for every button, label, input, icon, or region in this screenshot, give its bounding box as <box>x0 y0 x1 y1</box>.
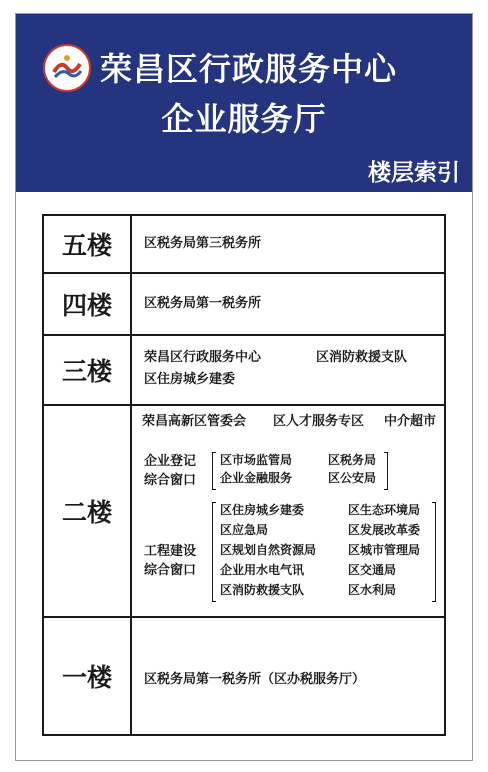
floor-label: 三楼 <box>44 336 132 404</box>
floor-row-5 <box>44 216 444 274</box>
window-title: 综合窗口 <box>144 473 197 488</box>
floor-row-1 <box>44 618 444 734</box>
department-name: 区人才服务专区 <box>273 414 365 429</box>
window-item: 企业用水电气讯 <box>220 563 305 577</box>
floor-index-label: 楼层索引 <box>368 160 460 186</box>
window-item: 区公安局 <box>328 471 377 485</box>
floor-departments <box>132 274 444 334</box>
header-banner <box>16 14 472 192</box>
department-name: 荣昌高新区管委会 <box>142 414 247 429</box>
floor-index-board <box>15 13 473 761</box>
department-name: 区税务局第一税务所 <box>144 296 262 311</box>
window-item: 区生态环境局 <box>348 503 421 517</box>
window-item: 区交通局 <box>348 563 397 577</box>
bracket <box>384 452 388 490</box>
floor-label: 一楼 <box>44 618 132 734</box>
window-item: 区消防救援支队 <box>220 583 305 597</box>
window-item: 企业金融服务 <box>220 471 293 485</box>
window-item: 区水利局 <box>348 583 397 597</box>
floor-departments <box>132 618 444 734</box>
window-title: 工程建设 <box>144 544 197 559</box>
floor-table <box>42 214 446 736</box>
hall-title: 企业服务厅 <box>161 100 327 138</box>
window-item: 区住房城乡建委 <box>220 503 305 517</box>
department-name: 区税务局第一税务所（区办税服务厅） <box>144 672 366 687</box>
window-item: 区市场监管局 <box>220 453 293 467</box>
center-title: 荣昌区行政服务中心 <box>100 50 398 88</box>
floor-label: 二楼 <box>44 406 132 616</box>
bracket <box>212 502 216 602</box>
department-name: 中介超市 <box>384 414 437 429</box>
floor-row-3 <box>44 336 444 406</box>
window-item: 区应急局 <box>220 523 269 537</box>
window-item: 区发展改革委 <box>348 523 421 537</box>
department-name: 区住房城乡建委 <box>144 372 236 387</box>
department-name: 区税务局第三税务所 <box>144 236 262 251</box>
window-item: 区规划自然资源局 <box>220 543 317 557</box>
floor-row-4 <box>44 274 444 336</box>
bracket <box>212 452 216 490</box>
emblem-logo-icon <box>43 44 91 92</box>
window-title: 综合窗口 <box>144 563 197 578</box>
department-name: 区消防救援支队 <box>316 350 408 365</box>
department-name: 荣昌区行政服务中心 <box>144 350 262 365</box>
floor-departments <box>132 406 444 616</box>
window-item: 区税务局 <box>328 453 377 467</box>
window-title: 企业登记 <box>144 454 197 469</box>
bracket <box>432 502 436 602</box>
floor-row-2 <box>44 406 444 618</box>
floor-label: 四楼 <box>44 274 132 334</box>
floor-label: 五楼 <box>44 216 132 272</box>
window-item: 区城市管理局 <box>348 543 421 557</box>
floor-departments <box>132 216 444 272</box>
floor-departments <box>132 336 444 404</box>
